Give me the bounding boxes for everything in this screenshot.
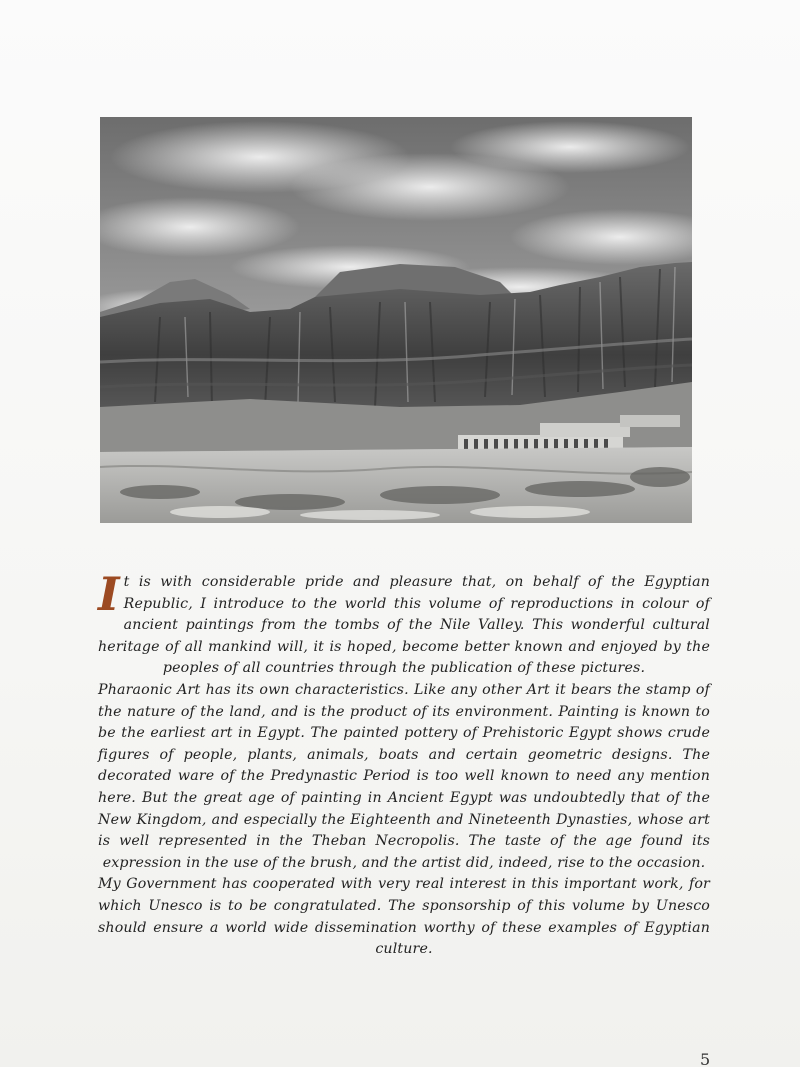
cliff-temple-photograph — [100, 117, 692, 523]
drop-cap: I — [98, 567, 120, 621]
foreword-text — [98, 567, 710, 961]
page-number: 5 — [700, 1050, 711, 1067]
paragraph-3: My Government has cooperated with very real interest in this important work, for which Unesco is to be congratulated. The sponsorship of this volume by Unesco should ensure a world wide dissemination worthy of these examples of Egyptian culture. — [98, 876, 710, 958]
paragraph-1-text: t is with considerable pride and pleasure that, on behalf of the Egyptian Republic, I introduce to the world this volume of reproductions in colour of ancient paintings from the tombs of the Nile Valley. This wonderful cultural heritage of all mankind will, it is hoped, become better known and enjoyed by the peoples of all countries through the publication of these pictures. — [98, 574, 710, 677]
paragraph-2: Pharaonic Art has its own characteristics. Like any other Art it bears the stamp of the nature of the land, and is the product of its environment. Painting is known to be the earliest art in Egypt. The painted pottery of Prehistoric Egypt shows crude figures of people, plants, animals, boats and certain geometric designs. The decorated ware of the Predynastic Period is too well known to need any mention here. But the great age of painting in Ancient Egypt was undoubtedly that of the New Kingdom, and especially the Eighteenth and Nineteenth Dynasties, whose art is well represented in the Theban Necropolis. The taste of the age found its expression in the use of the brush, and the artist did, indeed, rise to the occasion. — [98, 681, 710, 871]
photograph-image — [100, 117, 692, 523]
paragraph-1 — [98, 567, 710, 680]
